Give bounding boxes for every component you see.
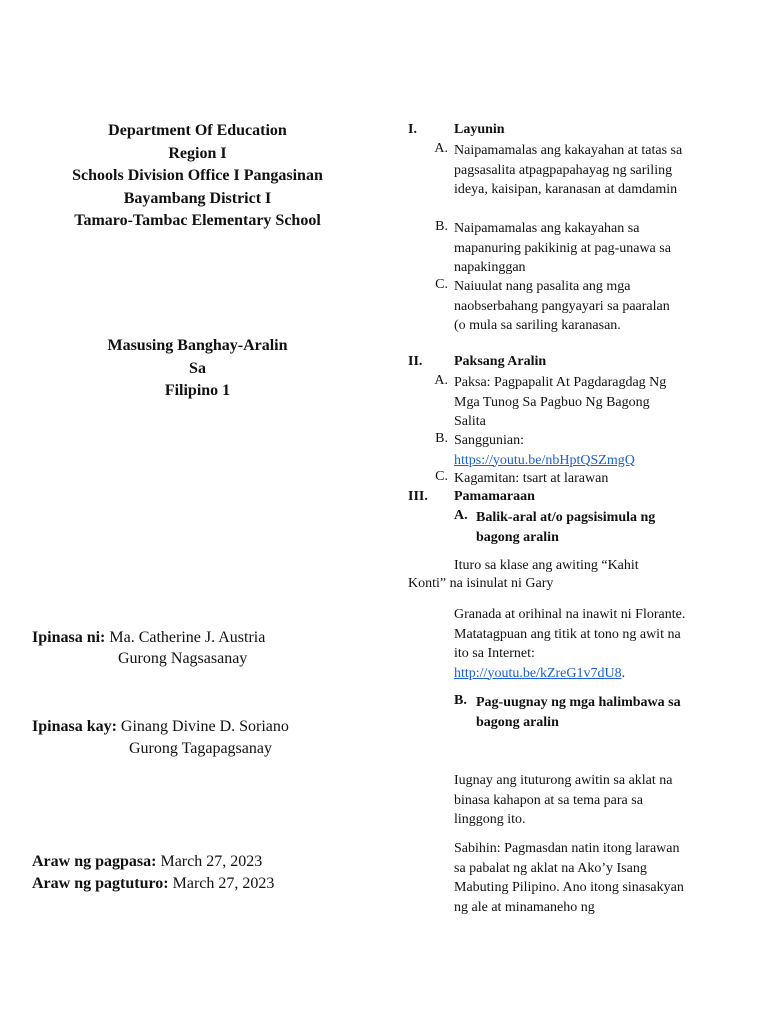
s2-b-text: Sanggunian: <box>454 433 524 448</box>
s3-para4: Sabihin: Pagmasdan natin itong larawan sa pabalat ng aklat na Ako’y Isang Mabuting Pilipino. Ano itong sinasakyan ng ale at minamaneho ng <box>454 841 684 915</box>
s3-para3: Iugnay ang ituturong awitin sa aklat na binasa kahapon at sa tema para sa linggong ito. <box>454 773 673 827</box>
submitted-to-name: Ginang Divine D. Soriano <box>120 718 289 735</box>
s2-c-letter: C. <box>435 469 448 484</box>
header-division: Schools Division Office I Pangasinan <box>72 167 323 184</box>
s1-b-letter: B. <box>435 219 448 234</box>
submitted-to-line <box>32 716 289 738</box>
s3-para1-line1: Ituro sa klase ang awiting “Kahit <box>454 558 639 573</box>
teach-date-label: Araw ng pagtuturo: <box>32 875 169 892</box>
s3-para2-text: Granada at orihinal na inawit ni Florante. Matatagpuan ang titik at tono ng awit na ito sa Internet: <box>454 607 686 661</box>
lesson-plan-title <box>30 335 365 403</box>
s1-b-text: Naipamamalas ang kakayahan sa mapanuring pakikinig at pag-unawa sa napakinggan <box>454 221 671 275</box>
song-link[interactable]: http://youtu.be/kZreG1v7dU8 <box>454 665 622 681</box>
s3-para1-line2: Konti” na isinulat ni Gary <box>408 576 554 591</box>
submitted-by-line <box>32 627 265 649</box>
header-school: Tamaro-Tambac Elementary School <box>74 212 321 229</box>
s3-b-title: Pag-uugnay ng mga halimbawa sa bagong aralin <box>476 695 681 730</box>
submitted-by-name: Ma. Catherine J. Austria <box>109 629 266 646</box>
s3-para2 <box>454 605 686 683</box>
submitted-to-role: Gurong Tagapagsanay <box>129 740 272 757</box>
s1-c-letter: C. <box>435 277 448 292</box>
s2-a-text: Paksa: Pagpapalit At Pagdaragdag Ng Mga Tunog Sa Pagbuo Ng Bagong Salita <box>454 375 667 429</box>
s3-b-letter: B. <box>454 693 467 708</box>
submit-date-value: March 27, 2023 <box>160 853 263 870</box>
s1-a-letter: A. <box>434 141 448 156</box>
s2-b-letter: B. <box>435 431 448 446</box>
submitted-by-label: Ipinasa ni: <box>32 629 106 646</box>
submit-date-label: Araw ng pagpasa: <box>32 853 157 870</box>
submitted-by-role: Gurong Nagsasanay <box>118 650 248 667</box>
section-3-number: III. <box>408 489 428 504</box>
header-district: Bayambang District I <box>123 189 272 207</box>
header-department: Department Of Education <box>108 122 287 139</box>
s2-b-block <box>454 431 684 470</box>
section-2-number: II. <box>408 354 423 369</box>
title-line-1: Masusing Banghay-Aralin <box>107 337 288 354</box>
teach-date-line <box>32 873 274 895</box>
section-1-title: Layunin <box>454 122 505 137</box>
title-line-2: Sa <box>189 359 206 377</box>
header-region: Region I <box>168 144 227 162</box>
reference-link[interactable]: https://youtu.be/nbHptQSZmgQ <box>454 452 635 468</box>
submit-date-line <box>32 851 262 873</box>
section-2-title: Paksang Aralin <box>454 354 547 369</box>
s3-a-title: Balik-aral at/o pagsisimula ng bagong aralin <box>476 510 656 545</box>
s1-c-text: Naiuulat nang pasalita ang mga naobserbahang pangyayari sa paaralan (o mula sa sariling karanasan. <box>454 279 670 333</box>
section-1-number: I. <box>408 122 417 137</box>
school-header <box>30 120 365 233</box>
teach-date-value: March 27, 2023 <box>172 875 275 892</box>
s1-a-text: Naipamamalas ang kakayahan at tatas sa pagsasalita atpagpapahayag ng sariling ideya, kaisipan, karanasan at damdamin <box>454 143 683 197</box>
submitted-to-label: Ipinasa kay: <box>32 718 117 735</box>
s3-a-letter: A. <box>454 508 468 523</box>
title-line-3: Filipino 1 <box>164 382 231 399</box>
s3-para2-end: . <box>621 665 626 681</box>
section-3-title: Pamamaraan <box>454 489 535 504</box>
s2-a-letter: A. <box>434 373 448 388</box>
s2-c-text: Kagamitan: tsart at larawan <box>454 471 609 486</box>
